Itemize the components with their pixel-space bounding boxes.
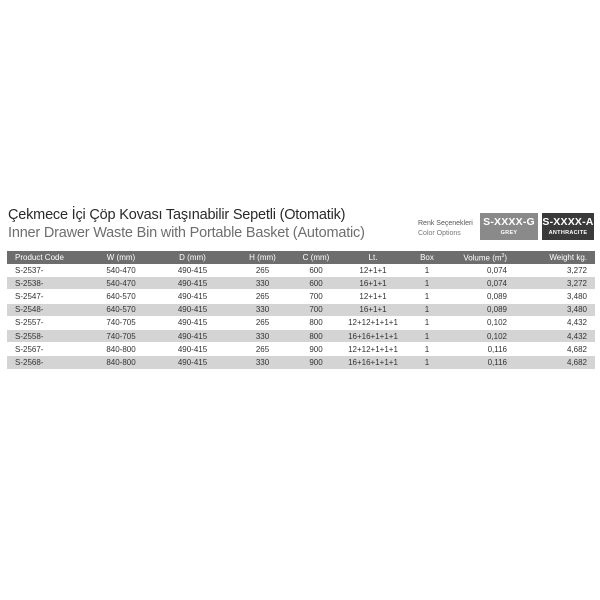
cell-depth: 490-415 <box>155 290 230 303</box>
cell-volume: 0,116 <box>445 356 515 369</box>
table-row <box>7 356 595 369</box>
cell-depth: 490-415 <box>155 316 230 329</box>
cell-weight: 3,272 <box>515 264 595 277</box>
cell-box: 1 <box>409 356 445 369</box>
cell-volume: 0,074 <box>445 277 515 290</box>
cell-cabinet: 600 <box>295 277 337 290</box>
cell-volume: 0,089 <box>445 303 515 316</box>
cell-cabinet: 800 <box>295 329 337 342</box>
cell-product-code: S-2538- <box>7 277 87 290</box>
cell-volume: 0,089 <box>445 290 515 303</box>
cell-product-code: S-2558- <box>7 329 87 342</box>
cell-volume: 0,074 <box>445 264 515 277</box>
cell-liters: 12+12+1+1+1 <box>337 316 409 329</box>
cell-weight: 3,480 <box>515 290 595 303</box>
cell-weight: 4,682 <box>515 356 595 369</box>
cell-height: 330 <box>230 277 295 290</box>
table-row <box>7 277 595 290</box>
cell-height: 330 <box>230 356 295 369</box>
color-options-label <box>418 219 473 239</box>
cell-width: 740-705 <box>87 316 155 329</box>
cell-weight: 3,480 <box>515 303 595 316</box>
cell-depth: 490-415 <box>155 277 230 290</box>
header-box: Box <box>409 251 445 264</box>
cell-box: 1 <box>409 329 445 342</box>
table-row <box>7 303 595 316</box>
cell-height: 265 <box>230 264 295 277</box>
cell-volume: 0,102 <box>445 316 515 329</box>
cell-volume: 0,116 <box>445 343 515 356</box>
cell-product-code: S-2548- <box>7 303 87 316</box>
cell-box: 1 <box>409 343 445 356</box>
cell-cabinet: 900 <box>295 343 337 356</box>
cell-width: 640-570 <box>87 303 155 316</box>
cell-width: 840-800 <box>87 343 155 356</box>
cell-width: 840-800 <box>87 356 155 369</box>
cell-liters: 16+1+1 <box>337 277 409 290</box>
cell-height: 265 <box>230 343 295 356</box>
cell-product-code: S-2567- <box>7 343 87 356</box>
header-cabinet: C (mm) <box>295 251 337 264</box>
cell-depth: 490-415 <box>155 264 230 277</box>
cell-product-code: S-2537- <box>7 264 87 277</box>
header-weight: Weight kg. <box>515 251 595 264</box>
header-depth: D (mm) <box>155 251 230 264</box>
cell-cabinet: 700 <box>295 290 337 303</box>
header-liters: Lt. <box>337 251 409 264</box>
cell-product-code: S-2557- <box>7 316 87 329</box>
grey-color-name: GREY <box>500 230 518 236</box>
cell-box: 1 <box>409 290 445 303</box>
header-height: H (mm) <box>230 251 295 264</box>
cell-depth: 490-415 <box>155 343 230 356</box>
cell-cabinet: 700 <box>295 303 337 316</box>
cell-volume: 0,102 <box>445 329 515 342</box>
cell-weight: 3,272 <box>515 277 595 290</box>
cell-height: 330 <box>230 329 295 342</box>
cell-product-code: S-2568- <box>7 356 87 369</box>
grey-color-badge <box>480 213 538 240</box>
cell-box: 1 <box>409 316 445 329</box>
anthracite-color-badge <box>542 213 594 240</box>
table-row <box>7 316 595 329</box>
color-options-label-tr: Renk Seçenekleri <box>418 220 473 227</box>
anthracite-color-name: ANTHRACITE <box>548 230 588 236</box>
cell-weight: 4,432 <box>515 329 595 342</box>
cell-width: 540-470 <box>87 277 155 290</box>
table-row <box>7 343 595 356</box>
cell-depth: 490-415 <box>155 303 230 316</box>
cell-box: 1 <box>409 264 445 277</box>
cell-product-code: S-2547- <box>7 290 87 303</box>
cell-liters: 12+1+1 <box>337 290 409 303</box>
cell-cabinet: 900 <box>295 356 337 369</box>
header-product-code: Product Code <box>7 251 87 264</box>
cell-cabinet: 800 <box>295 316 337 329</box>
cell-liters: 16+1+1 <box>337 303 409 316</box>
cell-depth: 490-415 <box>155 329 230 342</box>
cell-height: 265 <box>230 290 295 303</box>
cell-box: 1 <box>409 277 445 290</box>
table-header-row <box>7 251 595 264</box>
title-english: Inner Drawer Waste Bin with Portable Basket (Automatic) <box>8 225 365 241</box>
cell-depth: 490-415 <box>155 356 230 369</box>
table-row <box>7 329 595 342</box>
cell-liters: 16+16+1+1+1 <box>337 329 409 342</box>
anthracite-color-code: S-XXXX-A <box>542 216 594 228</box>
cell-height: 265 <box>230 316 295 329</box>
cell-liters: 12+12+1+1+1 <box>337 343 409 356</box>
cell-width: 540-470 <box>87 264 155 277</box>
header-width: W (mm) <box>87 251 155 264</box>
table-row <box>7 290 595 303</box>
header-volume: Volume $(m^3)$ <box>445 251 515 264</box>
cell-width: 640-570 <box>87 290 155 303</box>
cell-cabinet: 600 <box>295 264 337 277</box>
cell-height: 330 <box>230 303 295 316</box>
cell-weight: 4,682 <box>515 343 595 356</box>
product-spec-table <box>7 251 595 370</box>
cell-width: 740-705 <box>87 329 155 342</box>
grey-color-code: S-XXXX-G <box>483 216 535 228</box>
cell-weight: 4,432 <box>515 316 595 329</box>
table-row <box>7 264 595 277</box>
title-turkish: Çekmece İçi Çöp Kovası Taşınabilir Sepetli (Otomatik) <box>8 207 346 223</box>
cell-liters: 16+16+1+1+1 <box>337 356 409 369</box>
cell-liters: 12+1+1 <box>337 264 409 277</box>
cell-box: 1 <box>409 303 445 316</box>
title-block <box>8 206 365 242</box>
color-options-label-en: Color Options <box>418 230 461 237</box>
table-body <box>7 264 595 369</box>
